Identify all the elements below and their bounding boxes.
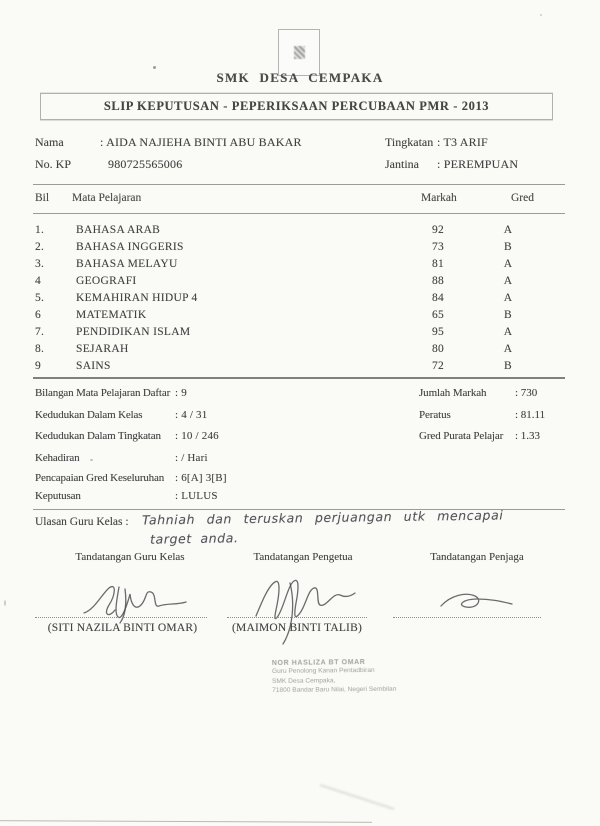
scan-artifact [90,459,93,461]
divider-table-bottom [33,377,565,379]
stamp-school: SMK Desa Cempaka, [272,676,336,685]
row-bil: 6 [35,309,42,321]
row-subject: KEMAHIRAN HIDUP 4 [76,292,198,304]
row-gred: A [503,292,513,304]
signature-label-guru-kelas: Tandatangan Guru Kelas [75,551,185,563]
signature-penjaga [436,589,518,619]
summary-label: Pencapaian Gred Keseluruhan [35,472,165,484]
signature-label-pengetua: Tandatangan Pengetua [253,551,353,563]
official-stamp [272,658,462,696]
signatory-name-guru-kelas: (SITI NAZILA BINTI OMAR) [47,622,198,634]
signature-pengetua [248,574,360,646]
table-row [0,256,600,273]
summary-value: : 730 [515,387,538,399]
row-subject: BAHASA MELAYU [76,258,178,270]
col-header-subject: Mata Pelajaran [72,192,142,204]
summary-value: : 6[A] 3[B] [175,472,227,484]
summary-label: Keputusan [35,490,81,502]
row-markah: 81 [431,258,445,270]
summary-label: Kehadiran [35,452,80,464]
row-bil: 9 [35,360,42,372]
marks-table [0,222,600,375]
summary-label: Gred Purata Pelajar [419,430,504,442]
jantina-label: Jantina [385,157,419,171]
row-markah: 95 [431,326,445,338]
row-markah: 73 [431,241,445,253]
scan-artifact [153,66,156,69]
stamp-position: Guru Penolong Kanan Pentadbiran [271,666,375,675]
stamp-address: 71800 Bandar Baru Nilai, Negeri Sembilan [272,685,397,695]
row-gred: B [504,241,512,253]
row-bil: 5. [35,292,45,304]
row-markah: 92 [431,224,445,236]
row-subject: GEOGRAFI [76,275,137,287]
row-bil: 1. [35,224,45,236]
nokp-label: No. KP [35,157,72,171]
row-markah: 65 [431,309,445,321]
table-row [0,307,600,324]
row-gred: A [503,258,513,270]
row-subject: BAHASA ARAB [76,224,161,236]
remarks-label: Ulasan Guru Kelas : [35,516,129,528]
teacher-remark-handwriting: Tahniah dan teruskan perjuangan utk mencapai [141,507,504,528]
table-row [0,239,600,256]
row-subject: BAHASA INGGERIS [76,241,184,253]
slip-title-box [40,93,553,120]
row-subject: MATEMATIK [76,309,147,321]
summary-label: Bilangan Mata Pelajaran Daftar [35,387,171,399]
row-markah: 88 [431,275,445,287]
row-gred: A [503,343,513,355]
summary-row [0,430,600,446]
tingkatan-value: : T3 ARIF [437,135,488,149]
summary-value: : 4 / 31 [175,409,208,421]
summary-row [0,472,600,488]
tingkatan-label: Tingkatan [385,135,434,149]
table-row [0,222,600,239]
table-row [0,324,600,341]
row-bil: 3. [35,258,45,270]
summary-value: : 10 / 246 [175,430,219,442]
summary-label: Jumlah Markah [419,387,487,399]
signature-label-penjaga: Tandatangan Penjaga [430,551,524,563]
summary-label: Peratus [419,409,451,421]
signature-line-guru-kelas [35,617,207,618]
col-header-markah: Markah [421,192,457,204]
divider-top [33,184,565,185]
summary-label: Kedudukan Dalam Tingkatan [35,430,161,442]
scan-smudge [320,784,395,810]
row-bil: 2. [35,241,45,253]
table-row [0,358,600,375]
school-logo-emblem-icon [294,46,305,59]
summary-row [0,490,600,506]
row-subject: PENDIDIKAN ISLAM [76,326,191,338]
table-row [0,341,600,358]
stamp-name: NOR HASLIZA BT OMAR [271,659,366,667]
slip-title: SLIP KEPUTUSAN - PEPERIKSAAN PERCUBAAN PMR - 2013 [103,99,490,113]
nama-value: : AIDA NAJIEHA BINTI ABU BAKAR [100,135,302,149]
row-subject: SAINS [76,360,111,372]
signature-line-penjaga [393,617,541,618]
scan-artifact [540,14,542,16]
summary-value: : 1.33 [515,430,541,442]
summary-label: Kedudukan Dalam Kelas [35,409,143,421]
row-markah: 80 [431,343,445,355]
teacher-remark-handwriting: target anda. [149,530,239,547]
school-logo [278,29,320,76]
nama-label: Nama [35,135,64,149]
nokp-value: 980725565006 [108,157,183,171]
summary-value: : / Hari [175,452,208,464]
table-row [0,273,600,290]
row-markah: 84 [431,292,445,304]
divider-header [33,213,565,214]
row-bil: 4 [35,275,42,287]
row-markah: 72 [431,360,445,372]
jantina-value: : PEREMPUAN [437,157,519,171]
row-bil: 8. [35,343,45,355]
col-header-bil: Bil [35,192,50,204]
row-gred: B [504,360,512,372]
row-bil: 7. [35,326,45,338]
summary-row [0,387,600,403]
summary-row [0,409,600,425]
col-header-gred: Gred [511,192,534,204]
school-name: SMK DESA CEMPAKA [216,70,384,85]
summary-value: : 81.11 [515,409,546,421]
row-gred: A [503,224,513,236]
scan-artifact [4,600,6,606]
row-gred: A [503,326,513,338]
summary-value: : LULUS [175,490,218,502]
row-gred: A [503,275,513,287]
signature-line-pengetua [227,617,367,618]
row-subject: SEJARAH [76,343,129,355]
scan-edge-line [0,820,372,823]
row-gred: B [504,309,512,321]
table-row [0,290,600,307]
summary-value: : 9 [175,387,187,399]
signatory-name-pengetua: (MAIMON BINTI TALIB) [232,622,362,634]
